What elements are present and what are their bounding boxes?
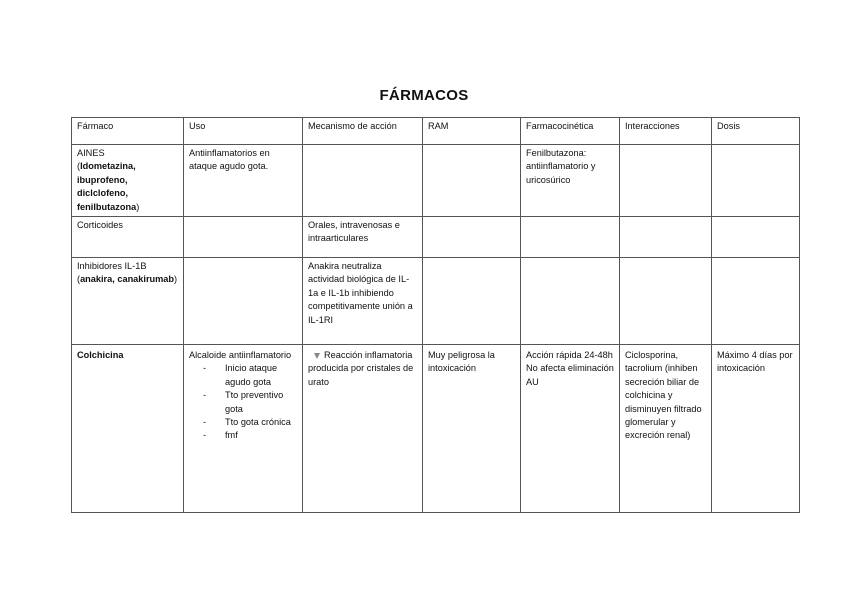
colchicina-uso-intro: Alcaloide antiinflamatorio [189,350,292,361]
list-item [203,429,298,442]
list-item-text: Tto gota crónica [225,417,291,428]
cell-uso-corticoides [184,217,303,258]
cell-farmaco-colchicina: Colchicina [72,345,184,513]
header-farmacocinetica: Farmacocinética [521,118,620,145]
cell-dosis-colchicina: Máximo 4 días por intoxicación [712,345,800,513]
cell-uso-aines: Antiinflamatorios en ataque agudo gota. [184,145,303,217]
cell-dosis-corticoides [712,217,800,258]
header-mecanismo: Mecanismo de acción [303,118,423,145]
list-dash: - [203,363,207,374]
header-interacciones: Interacciones [620,118,712,145]
il1-drug-list: anakira, canakirumab [80,274,175,285]
list-dash: - [203,430,207,441]
list-dash: - [203,390,207,401]
aines-drug-list: Idometazina, ibuprofeno, diclclofeno, fenilbutazona [77,161,137,212]
cell-mecanismo-corticoides: Orales, intravenosas e intraarticulares [303,217,423,258]
drug-table [71,117,800,513]
il1-paren-open: ( [77,274,81,285]
cell-farmacocinetica-il1 [521,258,620,345]
cell-dosis-il1 [712,258,800,345]
colchicina-mecanismo-text: Reacción inflamatoria producida por cristales de urato [308,350,414,387]
cell-ram-il1 [423,258,521,345]
cell-interacciones-corticoides [620,217,712,258]
colchicina-uso-list [189,362,298,442]
cell-farmacocinetica-aines: Fenilbutazona: antiinflamatorio y uricosúrico [521,145,620,217]
cell-farmaco-aines [72,145,184,217]
aines-paren-open: ( [77,161,81,172]
list-dash: - [203,417,207,428]
list-item [203,416,298,429]
document-title: FÁRMACOS [379,87,469,104]
cell-interacciones-il1 [620,258,712,345]
list-item-text: Tto preventivo gota [225,390,284,414]
header-row [72,118,800,145]
header-dosis: Dosis [712,118,800,145]
list-item [203,362,298,389]
table-row-il1 [72,258,800,345]
colchicina-farmacocinetica-2: No afecta eliminación AU [526,363,614,387]
list-item-text: Inicio ataque agudo gota [225,363,278,387]
table-row-colchicina [72,345,800,513]
cell-mecanismo-colchicina [303,345,423,513]
cell-dosis-aines [712,145,800,217]
cell-farmaco-il1 [72,258,184,345]
list-item-text: fmf [225,430,238,441]
aines-name: AINES [77,148,105,158]
cell-interacciones-colchicina: Ciclosporina, tacrolium (inhiben secreción biliar de colchicina y disminuyen filtrado glomerular y excreción renal) [620,345,712,513]
cell-ram-aines [423,145,521,217]
header-uso: Uso [184,118,303,145]
il1-name: Inhibidores IL-1B [77,261,147,272]
header-ram: RAM [423,118,521,145]
cell-interacciones-aines [620,145,712,217]
down-arrow-icon [314,353,320,359]
cell-mecanismo-il1: Anakira neutraliza actividad biológica de IL-1a e IL-1b inhibiendo competitivamente unión a IL-1RI [303,258,423,345]
cell-farmacocinetica-colchicina [521,345,620,513]
colchicina-farmacocinetica-1: Acción rápida 24-48h [526,350,613,361]
cell-ram-corticoides [423,217,521,258]
list-item [203,389,298,416]
cell-ram-colchicina: Muy peligrosa la intoxicación [423,345,521,513]
il1-paren-close: ) [174,274,178,285]
cell-farmacocinetica-corticoides [521,217,620,258]
cell-mecanismo-aines [303,145,423,217]
cell-farmaco-corticoides: Corticoides [72,217,184,258]
table-row-corticoides [72,217,800,258]
header-farmaco: Fármaco [72,118,184,145]
table-row-aines [72,145,800,217]
aines-paren-close: ) [136,201,140,212]
cell-uso-il1 [184,258,303,345]
cell-uso-colchicina [184,345,303,513]
